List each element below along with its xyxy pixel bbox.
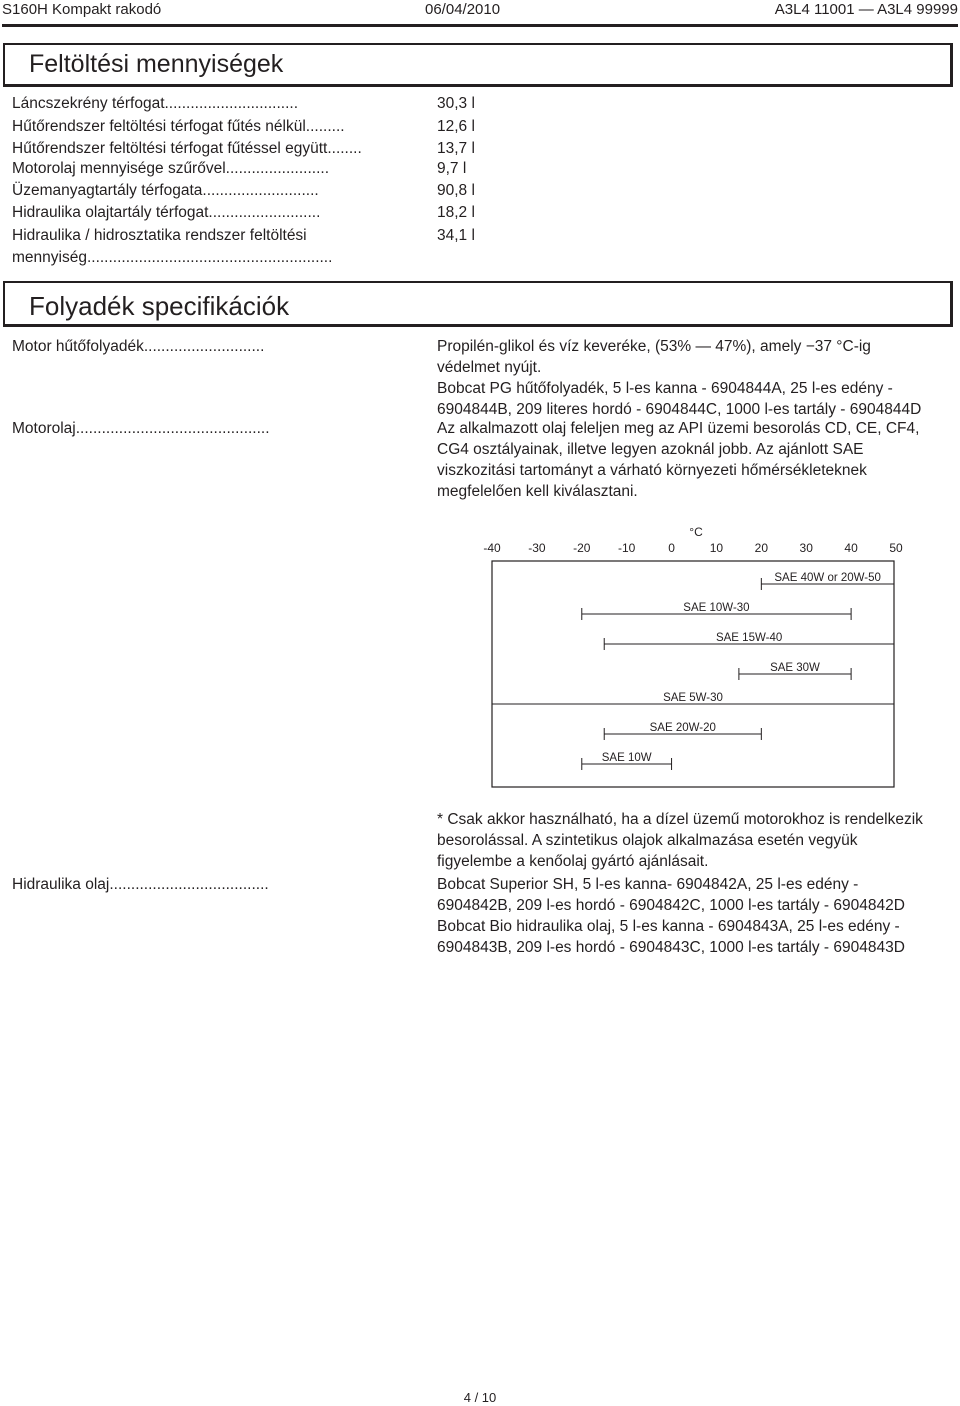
range-label: SAE 5W-30 bbox=[663, 692, 723, 704]
range-label: SAE 15W-40 bbox=[715, 632, 783, 644]
header-date: 06/04/2010 bbox=[425, 1, 501, 18]
header-divider bbox=[2, 24, 958, 27]
range-label: SAE 40W or 20W-50 bbox=[774, 572, 881, 584]
chart-tick-label: 40 bbox=[844, 541, 858, 555]
capacities-title: Feltöltési mennyiségek bbox=[29, 50, 284, 78]
synthetic-oil-note: * Csak akkor használható, ha a dízel üzemű motorokhoz is rendelkezik besorolással. A szintetikus olajok alkalmazása esetén vegyük figyelembe a kenőolaj gyártó ajánlásait. bbox=[437, 811, 923, 870]
chart-tick-label: -20 bbox=[573, 541, 591, 555]
header-serial-range: A3L4 11001 — A3L4 99999 bbox=[774, 1, 958, 18]
chart-tick-label: 10 bbox=[709, 541, 724, 555]
range-label: SAE 30W bbox=[770, 662, 820, 674]
chart-tick-label: 20 bbox=[754, 541, 769, 555]
viscosity-chart bbox=[470, 516, 930, 796]
page-header bbox=[0, 0, 960, 20]
chart-tick-label: 50 bbox=[889, 541, 903, 555]
capacities-title-box bbox=[3, 43, 953, 87]
range-label: SAE 10W-30 bbox=[683, 602, 750, 614]
engine-oil-label: Motorolaj............................................. bbox=[12, 420, 270, 437]
range-label: SAE 20W-20 bbox=[649, 722, 716, 734]
header-model: S160H Kompakt rakodó bbox=[2, 1, 162, 18]
chart-tick-label: -10 bbox=[617, 541, 636, 555]
hydraulic-oil-label: Hidraulika olaj..................................... bbox=[12, 876, 269, 893]
coolant-label: Motor hűtőfolyadék............................ bbox=[12, 338, 265, 355]
fluids-title: Folyadék specifikációk bbox=[29, 291, 290, 321]
page-number: 4 / 10 bbox=[463, 1390, 497, 1405]
fluids-title-box bbox=[3, 281, 953, 327]
chart-unit-label: °C bbox=[689, 525, 703, 539]
hydraulic-oil-spec: Bobcat Superior SH, 5 l-es kanna- 6904842A, 25 l-es edény - 6904842B, 209 l-es hordó - 6904842C, 1000 l-es tartály - 6904842D Bobcat Bio hidraulika olaj, 5 l-es kanna - 6904843A, 25 l-es edény - 6904843B, 209 l-es hordó - 6904843C, 1000 l-es tartály - 6904843D bbox=[437, 876, 905, 956]
chart-tick-label: -30 bbox=[528, 541, 546, 555]
chart-tick-label: -40 bbox=[483, 541, 501, 555]
coolant-spec: Propilén-glikol és víz keveréke, (53% — 47%), amely −37 °C-ig védelmet nyújt. Bobcat PG hűtőfolyadék, 5 l-es kanna - 6904844A, 25 l-es edény - 6904844B, 209 literes hordó - 6904844C, 1000 l-es tartály - 6904844D bbox=[437, 338, 922, 418]
chart-tick-label: 0 bbox=[668, 541, 675, 555]
engine-oil-spec: Az alkalmazott olaj feleljen meg az API üzemi besorolás CD, CE, CF4, CG4 osztályainak, illetve legyen azoknál jobb. Az ajánlott SAE viszkozitási tartományt a várható környezeti hőmérsékleteknek megfelelően kell kiválasztani. bbox=[437, 420, 920, 500]
range-label: SAE 10W bbox=[601, 752, 652, 764]
chart-tick-label: 30 bbox=[799, 541, 813, 555]
